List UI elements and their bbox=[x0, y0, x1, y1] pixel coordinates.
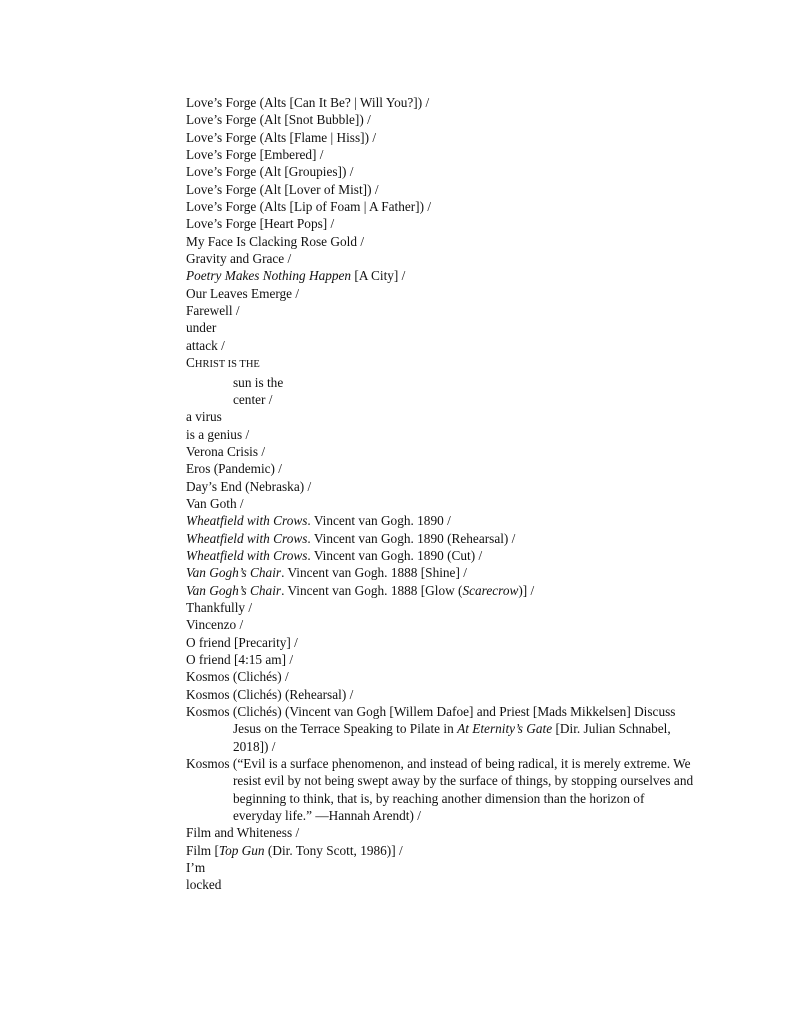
toc-entry-text: [Dir. Julian Schnabel, 2018]) / bbox=[233, 721, 671, 754]
toc-entry bbox=[186, 354, 696, 373]
toc-entry: Love’s Forge (Alt [Groupies]) / bbox=[186, 164, 354, 180]
toc-entry-italic: Van Gogh’s Chair bbox=[186, 582, 282, 598]
toc-entry: Kosmos (Clichés) (Rehearsal) / bbox=[186, 686, 354, 702]
toc-entry-text: . Vincent van Gogh. 1890 (Cut) / bbox=[307, 547, 483, 563]
toc-entry bbox=[186, 842, 696, 859]
toc-entry bbox=[186, 564, 696, 581]
toc-entry: is a genius / bbox=[186, 426, 250, 442]
toc-entry: Thankfully / bbox=[186, 599, 253, 615]
toc-entry: Gravity and Grace / bbox=[186, 251, 292, 267]
toc-entry: Kosmos (“Evil is a surface phenomenon, and instead of being radical, it is merely extreme. We resist evil by not being swept away by the surface of things, by stopping ourselves and beginning to think, that is, by reaching another dimension than the horizon of everyday life.” —Hannah Arendt) / bbox=[186, 756, 694, 824]
toc-entry: O friend [4:15 am] / bbox=[186, 652, 294, 667]
toc-entry: Vincenzo / bbox=[186, 617, 244, 633]
toc-entry-italic: Poetry Makes Nothing Happen bbox=[186, 268, 352, 284]
toc-entry: Love’s Forge (Alts [Lip of Foam | A Father]) / bbox=[186, 199, 432, 215]
toc-entry-text: . Vincent van Gogh. 1888 [Glow ( bbox=[281, 582, 463, 598]
toc-entry: O friend [Precarity] / bbox=[186, 634, 298, 650]
toc-entry-smallcaps: HRIST IS THE bbox=[194, 359, 260, 371]
toc-entry: Love’s Forge (Alts [Flame | Hiss]) / bbox=[186, 129, 377, 145]
toc-entry-text: Kosmos (Clichés) (Vincent van Gogh [Willem Dafoe] and Priest [Mads Mikkelsen] Discuss Jesus on the Terrace Speaking to Pilate in bbox=[186, 704, 676, 737]
toc-entry: a virus bbox=[186, 409, 222, 425]
toc-entry-text: Film [ bbox=[186, 842, 219, 858]
toc-entry: Film and Whiteness / bbox=[186, 825, 300, 841]
toc-entry: Kosmos (Clichés) / bbox=[186, 669, 289, 685]
toc-entry bbox=[186, 582, 696, 599]
table-of-contents bbox=[186, 94, 696, 894]
toc-entry-italic: Wheatfield with Crows bbox=[186, 547, 308, 563]
toc-entry-text: . Vincent van Gogh. 1890 (Rehearsal) / bbox=[307, 530, 516, 546]
toc-entry: Love’s Forge (Alts [Can It Be? | Will You?]) / bbox=[186, 95, 430, 110]
toc-entry: Day’s End (Nebraska) / bbox=[186, 478, 312, 494]
toc-entry bbox=[186, 547, 696, 564]
toc-entry-text: . Vincent van Gogh. 1888 [Shine] / bbox=[281, 565, 467, 581]
toc-entry-text: )] / bbox=[518, 582, 535, 598]
toc-entry: Farewell / bbox=[186, 303, 240, 319]
toc-entry bbox=[186, 512, 696, 529]
toc-entry: Van Goth / bbox=[186, 495, 244, 511]
toc-entry-text: C bbox=[186, 355, 195, 371]
toc-entry: Love’s Forge (Alt [Lover of Mist]) / bbox=[186, 181, 379, 197]
toc-entry: Love’s Forge (Alt [Snot Bubble]) / bbox=[186, 112, 371, 128]
toc-entry: Love’s Forge [Embered] / bbox=[186, 147, 324, 163]
toc-entry: Our Leaves Emerge / bbox=[186, 285, 300, 301]
toc-entry: center / bbox=[233, 391, 273, 407]
toc-entry-text: [A City] / bbox=[351, 268, 406, 284]
toc-entry: attack / bbox=[186, 337, 225, 353]
toc-entry: Eros (Pandemic) / bbox=[186, 461, 283, 477]
toc-entry-text: . Vincent van Gogh. 1890 / bbox=[307, 513, 451, 529]
toc-entry-italic: Van Gogh’s Chair bbox=[186, 565, 282, 581]
toc-entry-italic: Scarecrow bbox=[462, 582, 519, 598]
toc-entry: Verona Crisis / bbox=[186, 443, 266, 459]
toc-entry-text: (Dir. Tony Scott, 1986)] / bbox=[264, 842, 403, 858]
toc-entry-italic: Wheatfield with Crows bbox=[186, 530, 308, 546]
toc-entry bbox=[186, 267, 696, 284]
toc-entry: under bbox=[186, 320, 217, 336]
toc-entry bbox=[186, 530, 696, 547]
toc-entry: sun is the bbox=[233, 374, 284, 390]
toc-entry: My Face Is Clacking Rose Gold / bbox=[186, 233, 365, 249]
toc-entry bbox=[186, 703, 696, 755]
toc-entry-italic: At Eternity’s Gate bbox=[457, 721, 553, 737]
toc-entry: locked bbox=[186, 877, 222, 893]
toc-entry: Love’s Forge [Heart Pops] / bbox=[186, 216, 335, 232]
toc-entry-italic: Wheatfield with Crows bbox=[186, 513, 308, 529]
toc-entry-italic: Top Gun bbox=[218, 842, 265, 858]
toc-entry: I’m bbox=[186, 860, 206, 876]
